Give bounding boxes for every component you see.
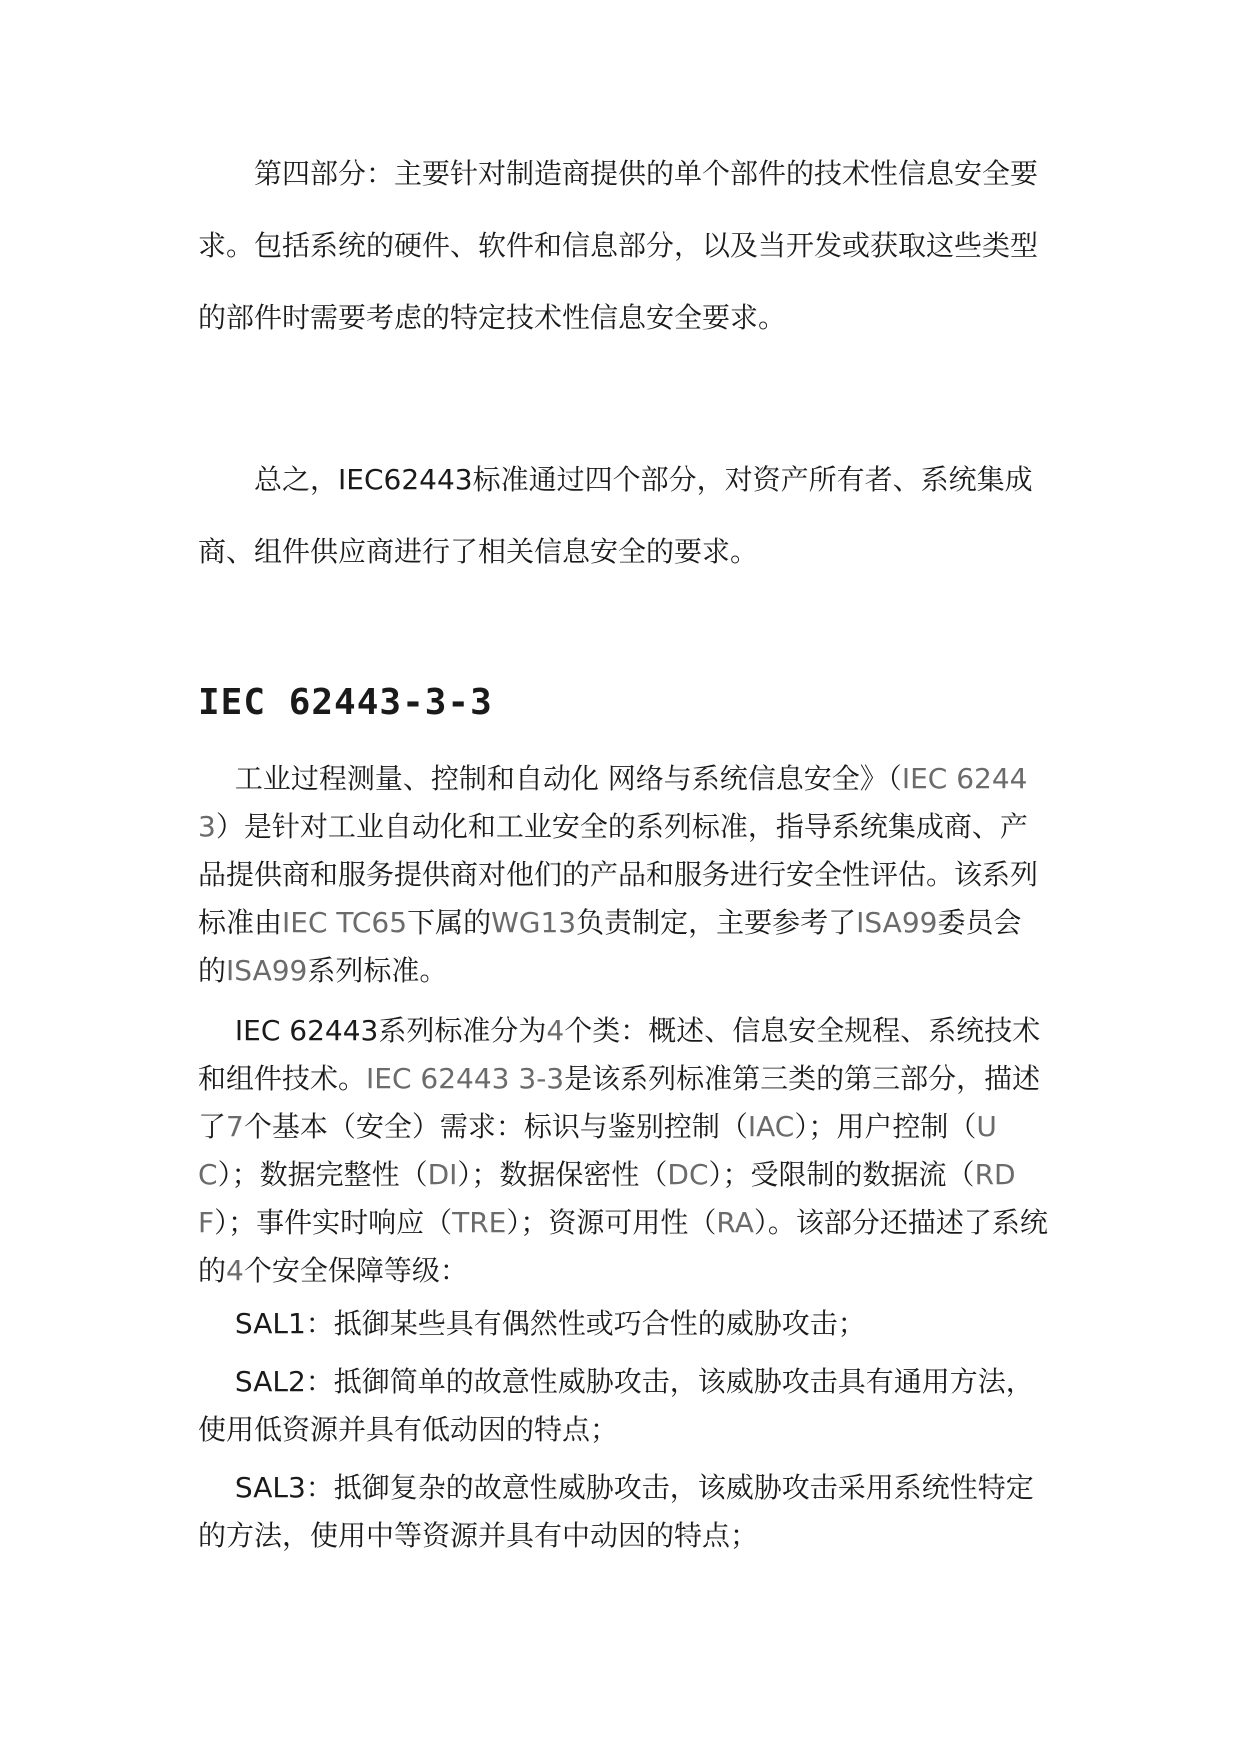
standard-intro-paragraph: 工业过程测量、控制和自动化 网络与系统信息安全》（IEC 62443）是针对工业自动化和工业安全的系列标准，指导系统集成商、产品提供商和服务提供商对他们的产品和服务进行安全性评估。该系列标准由IEC TC65下属的WG13负责制定，主要参考了ISA99委员会的ISA99系列标准。: [198, 762, 1039, 987]
summary-paragraph: 总之，IEC62443标准通过四个部分，对资产所有者、系统集成商、组件供应商进行了相关信息安全的要求。: [198, 463, 1033, 568]
sal3-paragraph: SAL3：抵御复杂的故意性威胁攻击，该威胁攻击采用系统性特定的方法，使用中等资源并具有中动因的特点；: [198, 1471, 1034, 1552]
sal1-paragraph: SAL1：抵御某些具有偶然性或巧合性的威胁攻击；: [198, 1307, 866, 1340]
part4-paragraph: 第四部分：主要针对制造商提供的单个部件的技术性信息安全要求。包括系统的硬件、软件和信息部分，以及当开发或获取这些类型的部件时需要考虑的特定技术性信息安全要求。: [198, 157, 1039, 334]
categories-paragraph: IEC 62443系列标准分为4个类：概述、信息安全规程、系统技术和组件技术。IEC 62443 3-3是该系列标准第三类的第三部分，描述了7个基本（安全）需求：标识与鉴别控制（IAC）；用户控制（UC）；数据完整性（DI）；数据保密性（DC）；受限制的数据流（RDF）；事件实时响应（TRE）；资源可用性（RA）。该部分还描述了系统的4个安全保障等级：: [198, 1014, 1048, 1287]
sal2-paragraph: SAL2：抵御简单的故意性威胁攻击，该威胁攻击具有通用方法，使用低资源并具有低动因的特点；: [198, 1365, 1034, 1446]
section-heading: IEC 62443-3-3: [198, 682, 493, 723]
